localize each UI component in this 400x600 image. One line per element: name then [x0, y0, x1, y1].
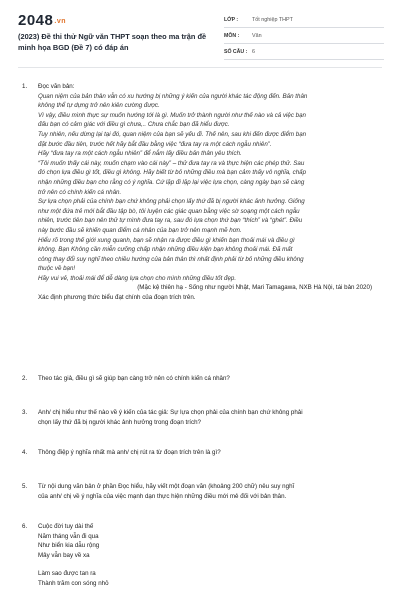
logo-suffix: .vn — [54, 17, 66, 25]
question-body — [38, 374, 378, 384]
poem-line: Thành trăm con sóng nhỏ — [38, 579, 109, 587]
question-text: Theo tác giả, điều gì sẽ giúp bạn càng trở nên có chính kiến cá nhân? — [38, 375, 230, 382]
passage-line: Hãy “đưa tay ra một cách ngẫu nhiên” để nắm lấy điều bản thân yêu thích. — [38, 150, 242, 158]
passage-line: Hiểu rõ trong thế giới xung quanh, bạn sẽ nhận ra được điều gì khiến bạn thoải mái và điều gì — [38, 236, 295, 244]
passage-line: không. Bạn Không cần miễn cưỡng chấp nhận những điều kiện bạn không thoải mái. Đã mất — [38, 246, 293, 254]
question-number: 1. — [22, 83, 28, 90]
passage-line: nhiên, trước tiên bạn nên thử tự mình đưa tay ra, sau đó lựa chọn thứ bạn “thích” và “ghét”. Điều — [38, 217, 303, 225]
question-number: 5. — [22, 483, 28, 490]
meta-value: 6 — [252, 48, 255, 55]
question-text: Anh/ chị hiểu như thế nào về ý kiến của tác giả: Sự lựa chọn phải của chính bạn chứ không phải — [38, 409, 303, 416]
question-number: 4. — [22, 449, 28, 456]
header-divider — [18, 67, 382, 68]
passage-line: như một đứa trẻ mới bắt đầu tập bò, tôi luyện các giác quan bằng việc sờ soạng một cách ngẫu — [38, 207, 300, 215]
passage-line: không thể tự dựng trở nên kiên cường được. — [38, 102, 160, 110]
question-number: 2. — [22, 375, 28, 382]
site-logo[interactable] — [18, 12, 66, 29]
passage-line: Vì vậy, điều mình thực sự muốn hướng tới là gì. Muốn trở thành người như thế nào và cả việc bạn — [38, 111, 306, 119]
meta-label: SỐ CÂU : — [224, 48, 248, 55]
meta-row-class — [224, 12, 384, 28]
passage-line: này bước đầu sẽ khiến quan điểm cá nhân của bạn trở nên mạnh mẽ hơn. — [38, 226, 242, 234]
question-text: Từ nội dung văn bản ở phần Đọc hiểu, hãy viết một đoạn văn (khoảng 200 chữ) nêu suy nghĩ — [38, 483, 295, 490]
logo-text: 2048 — [18, 12, 54, 29]
meta-value: Văn — [252, 32, 262, 39]
poem-line: Làm sao được tan ra — [38, 570, 96, 578]
passage-source: (Mặc kệ thiên hạ - Sống như người Nhật, Mari Tamagawa, NXB Hà Nội, tái bản 2020) — [137, 284, 372, 292]
question-number: 6. — [22, 523, 28, 530]
meta-value: Tốt nghiệp THPT — [252, 16, 293, 23]
poem-line: Như biển kia dẫu rộng — [38, 542, 100, 550]
question-body — [38, 408, 378, 427]
question-heading: Đọc văn bản: — [38, 83, 75, 90]
passage-line: nhận những điều bạn cho rằng có ý nghĩa. Cứ lặp đi lặp lại việc lựa chọn, càng ngày bạn sẽ càng — [38, 178, 305, 186]
passage-line: đặt bước đầu tiên, trước hết hãy bắt đầu bằng việc “đưa tay ra một cách ngẫu nhiên”. — [38, 140, 272, 148]
question-number: 3. — [22, 409, 28, 416]
poem-line: Cuộc đời tuy dài thế — [38, 523, 94, 530]
poem-line: Năm tháng vẫn đi qua — [38, 532, 99, 540]
passage-line: Tuy nhiên, nếu dừng lại tại đó, quan niệm của bạn sẽ yếu đi. Thế nên, sau khi đến được điểm bạn — [38, 130, 307, 138]
meta-row-subject — [224, 28, 384, 44]
meta-label: LỚP : — [224, 16, 239, 23]
question-body — [38, 82, 378, 303]
passage-line: Quan niệm của bản thân vẫn có xu hướng bị những ý kiến của người khác tác động đến. Bản thân — [38, 92, 308, 100]
passage-line: Sự lựa chọn phải của chính bạn chứ không phải chọn lấy thứ đã bị người khác ảnh hưởng. Giống — [38, 198, 305, 206]
question-task: Xác định phương thức biểu đạt chính của đoạn trích trên. — [38, 294, 196, 302]
question-text: Thông điệp ý nghĩa nhất mà anh/ chị rút ra từ đoạn trích trên là gì? — [38, 449, 221, 456]
stanza-gap — [38, 560, 378, 569]
question-body — [38, 448, 378, 458]
question-body — [38, 522, 378, 589]
question-text: của anh/ chị về ý nghĩa của việc mạnh dạn thực hiện những điều mới mẻ đối với bản thân. — [38, 492, 287, 500]
passage-line: đấu bạn có cảm giác với điều gì chưa,.. Chưa chắc bạn đã hiểu được. — [38, 121, 230, 129]
question-text: chọn lấy thứ đã bị người khác ảnh hưởng trong đoạn trích? — [38, 418, 201, 426]
passage-line: công thay đổi suy nghĩ theo chiều hướng của bản thân thì nhất định phải từ bỏ những điều không — [38, 255, 304, 263]
passage-line: thuộc về bạn! — [38, 265, 76, 273]
poem-line: Mây vẫn bay về xa — [38, 551, 90, 559]
exam-meta — [224, 12, 384, 60]
passage-line: đó chọn lựa điều gì tốt, điều gì không. Hãy biết từ bỏ những điều mà bạn cảm thấy vô nghĩa, chấp — [38, 169, 307, 177]
passage-line: Hãy vui vẻ, thoải mái để dễ dàng lựa chọn cho mình những điều tốt đẹp. — [38, 274, 237, 282]
reading-passage — [38, 92, 378, 284]
header — [0, 0, 400, 66]
page-title: (2023) Đề thi thử Ngữ văn THPT soạn theo ma trận đề minh họa BGD (Đề 7) có đáp án — [18, 32, 207, 52]
meta-label: MÔN : — [224, 32, 240, 39]
passage-line: trở nên có chính kiến cá nhân. — [38, 188, 122, 196]
meta-row-question-count — [224, 44, 384, 60]
question-body — [38, 482, 378, 501]
passage-line: “Tôi muốn thấy cái này, muốn chạm vào cái này” – thử đưa tay ra và thực hiện các phép thử. Sau — [38, 159, 305, 167]
